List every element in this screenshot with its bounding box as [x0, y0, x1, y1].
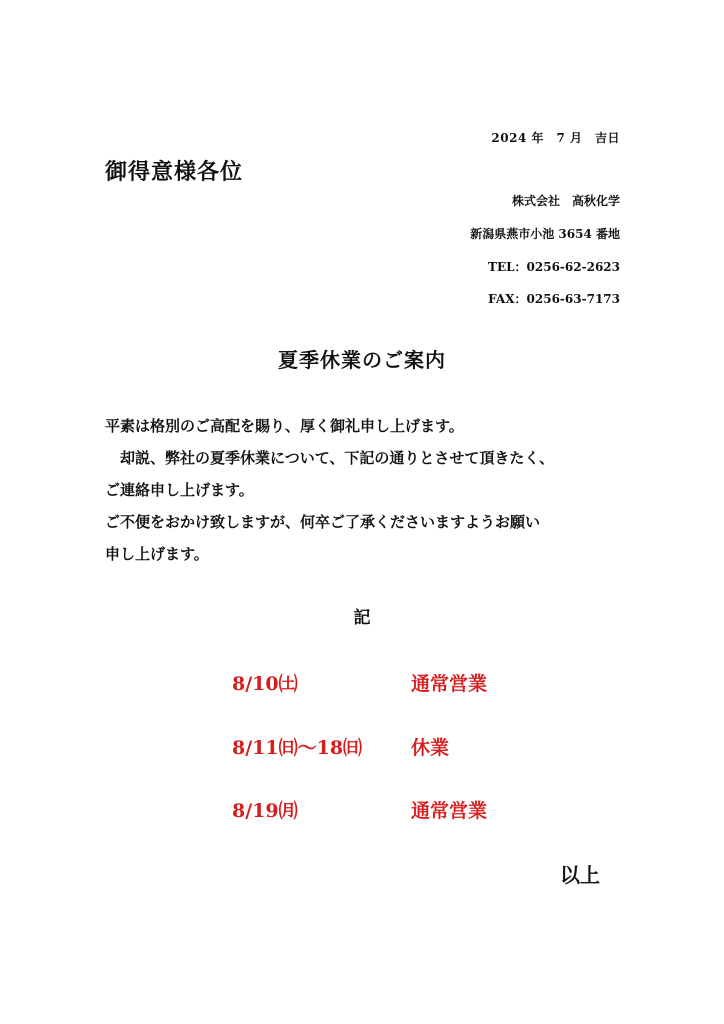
- addressee: 御得意様各位: [105, 159, 244, 185]
- schedule-status-1: 通常営業: [411, 673, 488, 695]
- ki-heading: 記: [353, 608, 371, 628]
- body-line-3: ご連絡申し上げます。: [105, 481, 254, 499]
- schedule-date-3: 8/19㈪: [232, 800, 298, 822]
- letter-date: 2024 年 7 月 吉日: [491, 131, 620, 145]
- schedule-date-2: 8/11㈰～18㈰: [232, 737, 363, 759]
- notice-title: 夏季休業のご案内: [278, 348, 446, 372]
- closing-ijou: 以上: [560, 863, 600, 887]
- sender-tel: TEL：0256-62-2623: [488, 260, 620, 274]
- body-line-5: 申し上げます。: [105, 545, 209, 563]
- schedule-status-2: 休業: [411, 737, 450, 759]
- sender-company: 株式会社 高秋化学: [511, 194, 620, 208]
- schedule-status-3: 通常営業: [411, 800, 488, 822]
- body-line-4: ご不便をおかけ致しますが、何卒ご了承くださいますようお願い: [105, 513, 541, 531]
- sender-address: 新潟県燕市小池 3654 番地: [470, 227, 620, 241]
- sender-fax: FAX：0256-63-7173: [488, 292, 620, 306]
- body-line-1: 平素は格別のご高配を賜り、厚く御礼申し上げます。: [105, 417, 464, 435]
- body-line-2: 却説、弊社の夏季休業について、下記の通りとさせて頂きたく、: [105, 449, 555, 467]
- schedule-date-1: 8/10㈯: [232, 673, 298, 695]
